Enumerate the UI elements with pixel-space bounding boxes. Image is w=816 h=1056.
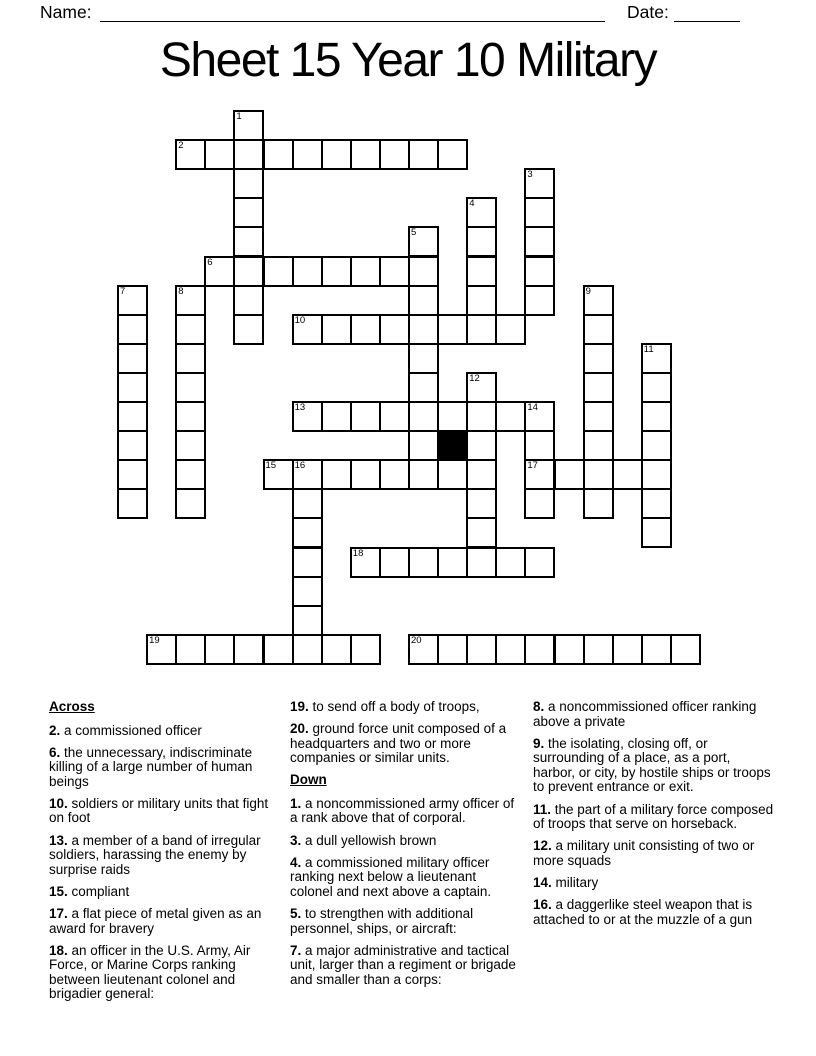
grid-cell[interactable] [408,372,439,403]
clue-14: 14. military [533,874,599,890]
grid-cell[interactable] [466,197,497,228]
grid-cell[interactable] [437,314,468,345]
grid-cell[interactable] [117,430,148,461]
black-cell [437,430,468,461]
grid-cell[interactable] [466,285,497,316]
clue-number-label: 18. [49,942,68,958]
grid-cell[interactable] [350,401,381,432]
grid-cell[interactable] [408,401,439,432]
clue-number-label: 16. [533,897,552,913]
clue-number-label: 6. [49,744,61,760]
clue-number: 11 [643,343,654,355]
clue-number-label: 7. [290,942,302,958]
grid-cell[interactable] [263,634,294,665]
grid-cell[interactable] [175,314,206,345]
clue-19: 19. to send off a body of troops, [290,699,480,714]
grid-cell[interactable] [641,459,672,490]
grid-cell[interactable] [408,256,439,287]
grid-cell[interactable] [350,547,381,578]
grid-cell[interactable] [641,372,672,403]
grid-cell[interactable] [175,401,206,432]
grid-cell[interactable] [524,285,555,316]
grid-cell[interactable] [524,430,555,461]
grid-cell[interactable] [524,634,555,665]
grid-cell[interactable] [117,488,148,519]
clue-number: 3 [527,169,533,181]
clue-number-label: 3. [290,832,302,848]
grid-cell[interactable] [437,459,468,490]
grid-cell[interactable] [292,314,323,345]
grid-cell[interactable] [554,459,585,490]
grid-cell[interactable] [117,401,148,432]
clue-20: 20. ground force unit composed of a headquarters and two or more companies or similar units. [290,721,507,766]
grid-cell[interactable] [583,430,614,461]
grid-cell[interactable] [263,256,294,287]
grid-cell[interactable] [263,139,294,170]
grid-cell[interactable] [495,401,526,432]
grid-cell[interactable] [466,634,497,665]
grid-cell[interactable] [408,634,439,665]
grid-cell[interactable] [524,459,555,490]
grid-cell[interactable] [321,634,352,665]
grid-cell[interactable] [408,139,439,170]
grid-cell[interactable] [466,459,497,490]
grid-cell[interactable] [554,634,585,665]
grid-cell[interactable] [379,547,410,578]
grid-cell[interactable] [292,605,323,636]
clue-number: 4 [469,198,475,210]
clue-number-label: 19. [290,699,309,714]
clue-number: 17 [527,460,538,472]
clue-8: 8. a noncommissioned officer ranking above a private [533,699,757,729]
grid-cell[interactable] [408,430,439,461]
grid-cell[interactable] [233,168,264,199]
clue-1: 1. a noncommissioned army officer of a rank above that of corporal. [290,795,515,826]
clue-2: 2. a commissioned officer [49,722,202,738]
grid-cell[interactable] [466,226,497,257]
grid-cell[interactable] [233,285,264,316]
grid-cell[interactable] [466,547,497,578]
clue-number: 2 [178,140,184,152]
grid-cell[interactable] [175,430,206,461]
grid-cell[interactable] [612,634,643,665]
grid-cell[interactable] [583,372,614,403]
clue-number-label: 13. [49,832,68,848]
grid-cell[interactable] [466,430,497,461]
clue-11: 11. the part of a military force composed of troops that serve on horseback. [533,801,774,832]
date-label: Date: [627,2,669,22]
clue-number: 7 [120,285,126,297]
grid-cell[interactable] [583,314,614,345]
grid-cell[interactable] [641,634,672,665]
clue-number: 9 [585,285,591,297]
grid-cell[interactable] [233,110,264,141]
grid-cell[interactable] [379,139,410,170]
clue-17: 17. a flat piece of metal given as an award for bravery [49,905,262,936]
grid-cell[interactable] [641,401,672,432]
grid-cell[interactable] [583,459,614,490]
grid-cell[interactable] [117,372,148,403]
grid-cell[interactable] [524,488,555,519]
grid-cell[interactable] [466,517,497,548]
clue-number-label: 4. [290,854,302,870]
clue-number: 12 [469,372,480,384]
clue-6: 6. the unnecessary, indiscriminate killing of a large number of human beings [49,744,253,789]
grid-cell[interactable] [292,517,323,548]
clue-number: 6 [207,256,213,268]
grid-cell[interactable] [408,547,439,578]
grid-cell[interactable] [350,314,381,345]
down-header: Down [290,772,327,788]
grid-cell[interactable] [117,343,148,374]
clue-number: 8 [178,285,184,297]
grid-cell[interactable] [437,547,468,578]
name-label: Name: [40,2,92,22]
grid-cell[interactable] [524,197,555,228]
clue-number-label: 20. [290,721,309,737]
grid-cell[interactable] [175,343,206,374]
clue-18: 18. an officer in the U.S. Army, Air Force, or Marine Corps ranking between lieutenant colonel and brigadier general: [49,942,251,1002]
grid-cell[interactable] [233,256,264,287]
grid-cell[interactable] [466,372,497,403]
clue-number-label: 2. [49,722,61,738]
clue-number-label: 11. [533,801,552,817]
grid-cell[interactable] [408,343,439,374]
clue-column-middle [290,700,522,995]
clue-column-down [533,700,776,935]
grid-cell[interactable] [292,459,323,490]
grid-cell[interactable] [263,459,294,490]
grid-cell[interactable] [117,459,148,490]
clue-number: 10 [294,314,306,326]
grid-cell[interactable] [379,256,410,287]
clue-4: 4. a commissioned military officer ranking next below a lieutenant colonel and next above a captain. [290,854,492,899]
grid-cell[interactable] [292,576,323,607]
clue-7: 7. a major administrative and tactical unit, larger than a regiment or brigade and smaller than a corps: [290,942,516,987]
clue-5: 5. to strengthen with additional personnel, ships, or aircraft: [290,905,474,936]
clue-10: 10. soldiers or military units that fight on foot [49,795,269,826]
grid-cell[interactable] [350,459,381,490]
clue-number: 1 [236,111,242,122]
grid-cell[interactable] [524,401,555,432]
grid-cell[interactable] [350,634,381,665]
grid-cell[interactable] [641,430,672,461]
grid-cell[interactable] [583,285,614,316]
grid-cell[interactable] [408,226,439,257]
grid-cell[interactable] [233,634,264,665]
grid-cell[interactable] [321,401,352,432]
grid-cell[interactable] [292,401,323,432]
grid-cell[interactable] [583,488,614,519]
grid-cell[interactable] [350,139,381,170]
grid-cell[interactable] [408,314,439,345]
clue-column-across [49,700,284,1010]
across-header: Across [49,699,95,714]
grid-cell[interactable] [524,226,555,257]
grid-cell[interactable] [466,401,497,432]
grid-cell[interactable] [583,401,614,432]
clue-number-label: 12. [533,838,552,854]
grid-cell[interactable] [495,547,526,578]
clue-number-label: 17. [49,905,68,921]
clue-number-label: 10. [49,795,68,811]
grid-cell[interactable] [641,488,672,519]
grid-cell[interactable] [175,488,206,519]
grid-cell[interactable] [495,314,526,345]
grid-cell[interactable] [437,139,468,170]
grid-cell[interactable] [641,343,672,374]
grid-cell[interactable] [466,488,497,519]
grid-cell[interactable] [233,139,264,170]
clue-number: 5 [411,227,417,239]
grid-cell[interactable] [117,314,148,345]
grid-cell[interactable] [321,314,352,345]
grid-cell[interactable] [233,314,264,345]
grid-cell[interactable] [292,256,323,287]
grid-cell[interactable] [233,197,264,228]
grid-cell[interactable] [524,547,555,578]
clue-number-label: 9. [533,735,545,751]
clue-13: 13. a member of a band of irregular soldiers, harassing the enemy by surprise raids [49,832,261,877]
grid-cell[interactable] [233,226,264,257]
clue-number-label: 14. [533,874,552,890]
clue-9: 9. the isolating, closing off, or surrounding of a place, as a port, harbor, or city, by hostile ships or troops to prevent entrance or exit. [533,735,771,795]
grid-cell[interactable] [175,139,206,170]
clue-number: 16 [294,460,306,472]
grid-cell[interactable] [321,256,352,287]
grid-cell[interactable] [204,634,235,665]
clue-16: 16. a daggerlike steel weapon that is attached to or at the muzzle of a gun [533,897,753,927]
clue-number: 19 [149,634,160,646]
clue-number: 18 [352,547,364,559]
grid-cell[interactable] [379,459,410,490]
grid-cell[interactable] [408,459,439,490]
grid-cell[interactable] [437,634,468,665]
grid-cell[interactable] [321,139,352,170]
clue-12: 12. a military unit consisting of two or more squads [533,838,755,868]
grid-cell[interactable] [466,314,497,345]
grid-cell[interactable] [379,401,410,432]
clue-number-label: 8. [533,699,545,714]
grid-cell[interactable] [204,139,235,170]
grid-cell[interactable] [292,139,323,170]
clue-number: 14 [527,402,538,413]
grid-cell[interactable] [292,634,323,665]
grid-cell[interactable] [466,256,497,287]
name-fill-line[interactable] [100,1,605,22]
grid-cell[interactable] [175,285,206,316]
grid-cell[interactable] [641,517,672,548]
clue-number: 13 [294,402,306,413]
grid-cell[interactable] [204,256,235,287]
grid-cell[interactable] [379,314,410,345]
grid-cell[interactable] [350,256,381,287]
grid-cell[interactable] [175,634,206,665]
grid-cell[interactable] [524,256,555,287]
grid-cell[interactable] [292,547,323,578]
clue-number-label: 5. [290,905,302,921]
grid-cell[interactable] [321,459,352,490]
grid-cell[interactable] [175,459,206,490]
clue-3: 3. a dull yellowish brown [290,832,437,848]
clue-15: 15. compliant [49,883,130,899]
grid-cell[interactable] [524,168,555,199]
grid-cell[interactable] [583,343,614,374]
grid-cell[interactable] [117,285,148,316]
grid-cell[interactable] [292,488,323,519]
grid-cell[interactable] [583,634,614,665]
clue-number: 20 [411,634,422,646]
clue-number-label: 15. [49,883,68,899]
clue-number: 15 [265,460,277,472]
grid-cell[interactable] [408,285,439,316]
grid-cell[interactable] [146,634,177,665]
grid-cell[interactable] [612,459,643,490]
grid-cell[interactable] [437,401,468,432]
grid-cell[interactable] [670,634,701,665]
grid-cell[interactable] [175,372,206,403]
clue-number-label: 1. [290,795,302,811]
grid-cell[interactable] [495,634,526,665]
page-title: Sheet 15 Year 10 Military [159,34,657,87]
date-fill-line[interactable] [674,1,740,22]
